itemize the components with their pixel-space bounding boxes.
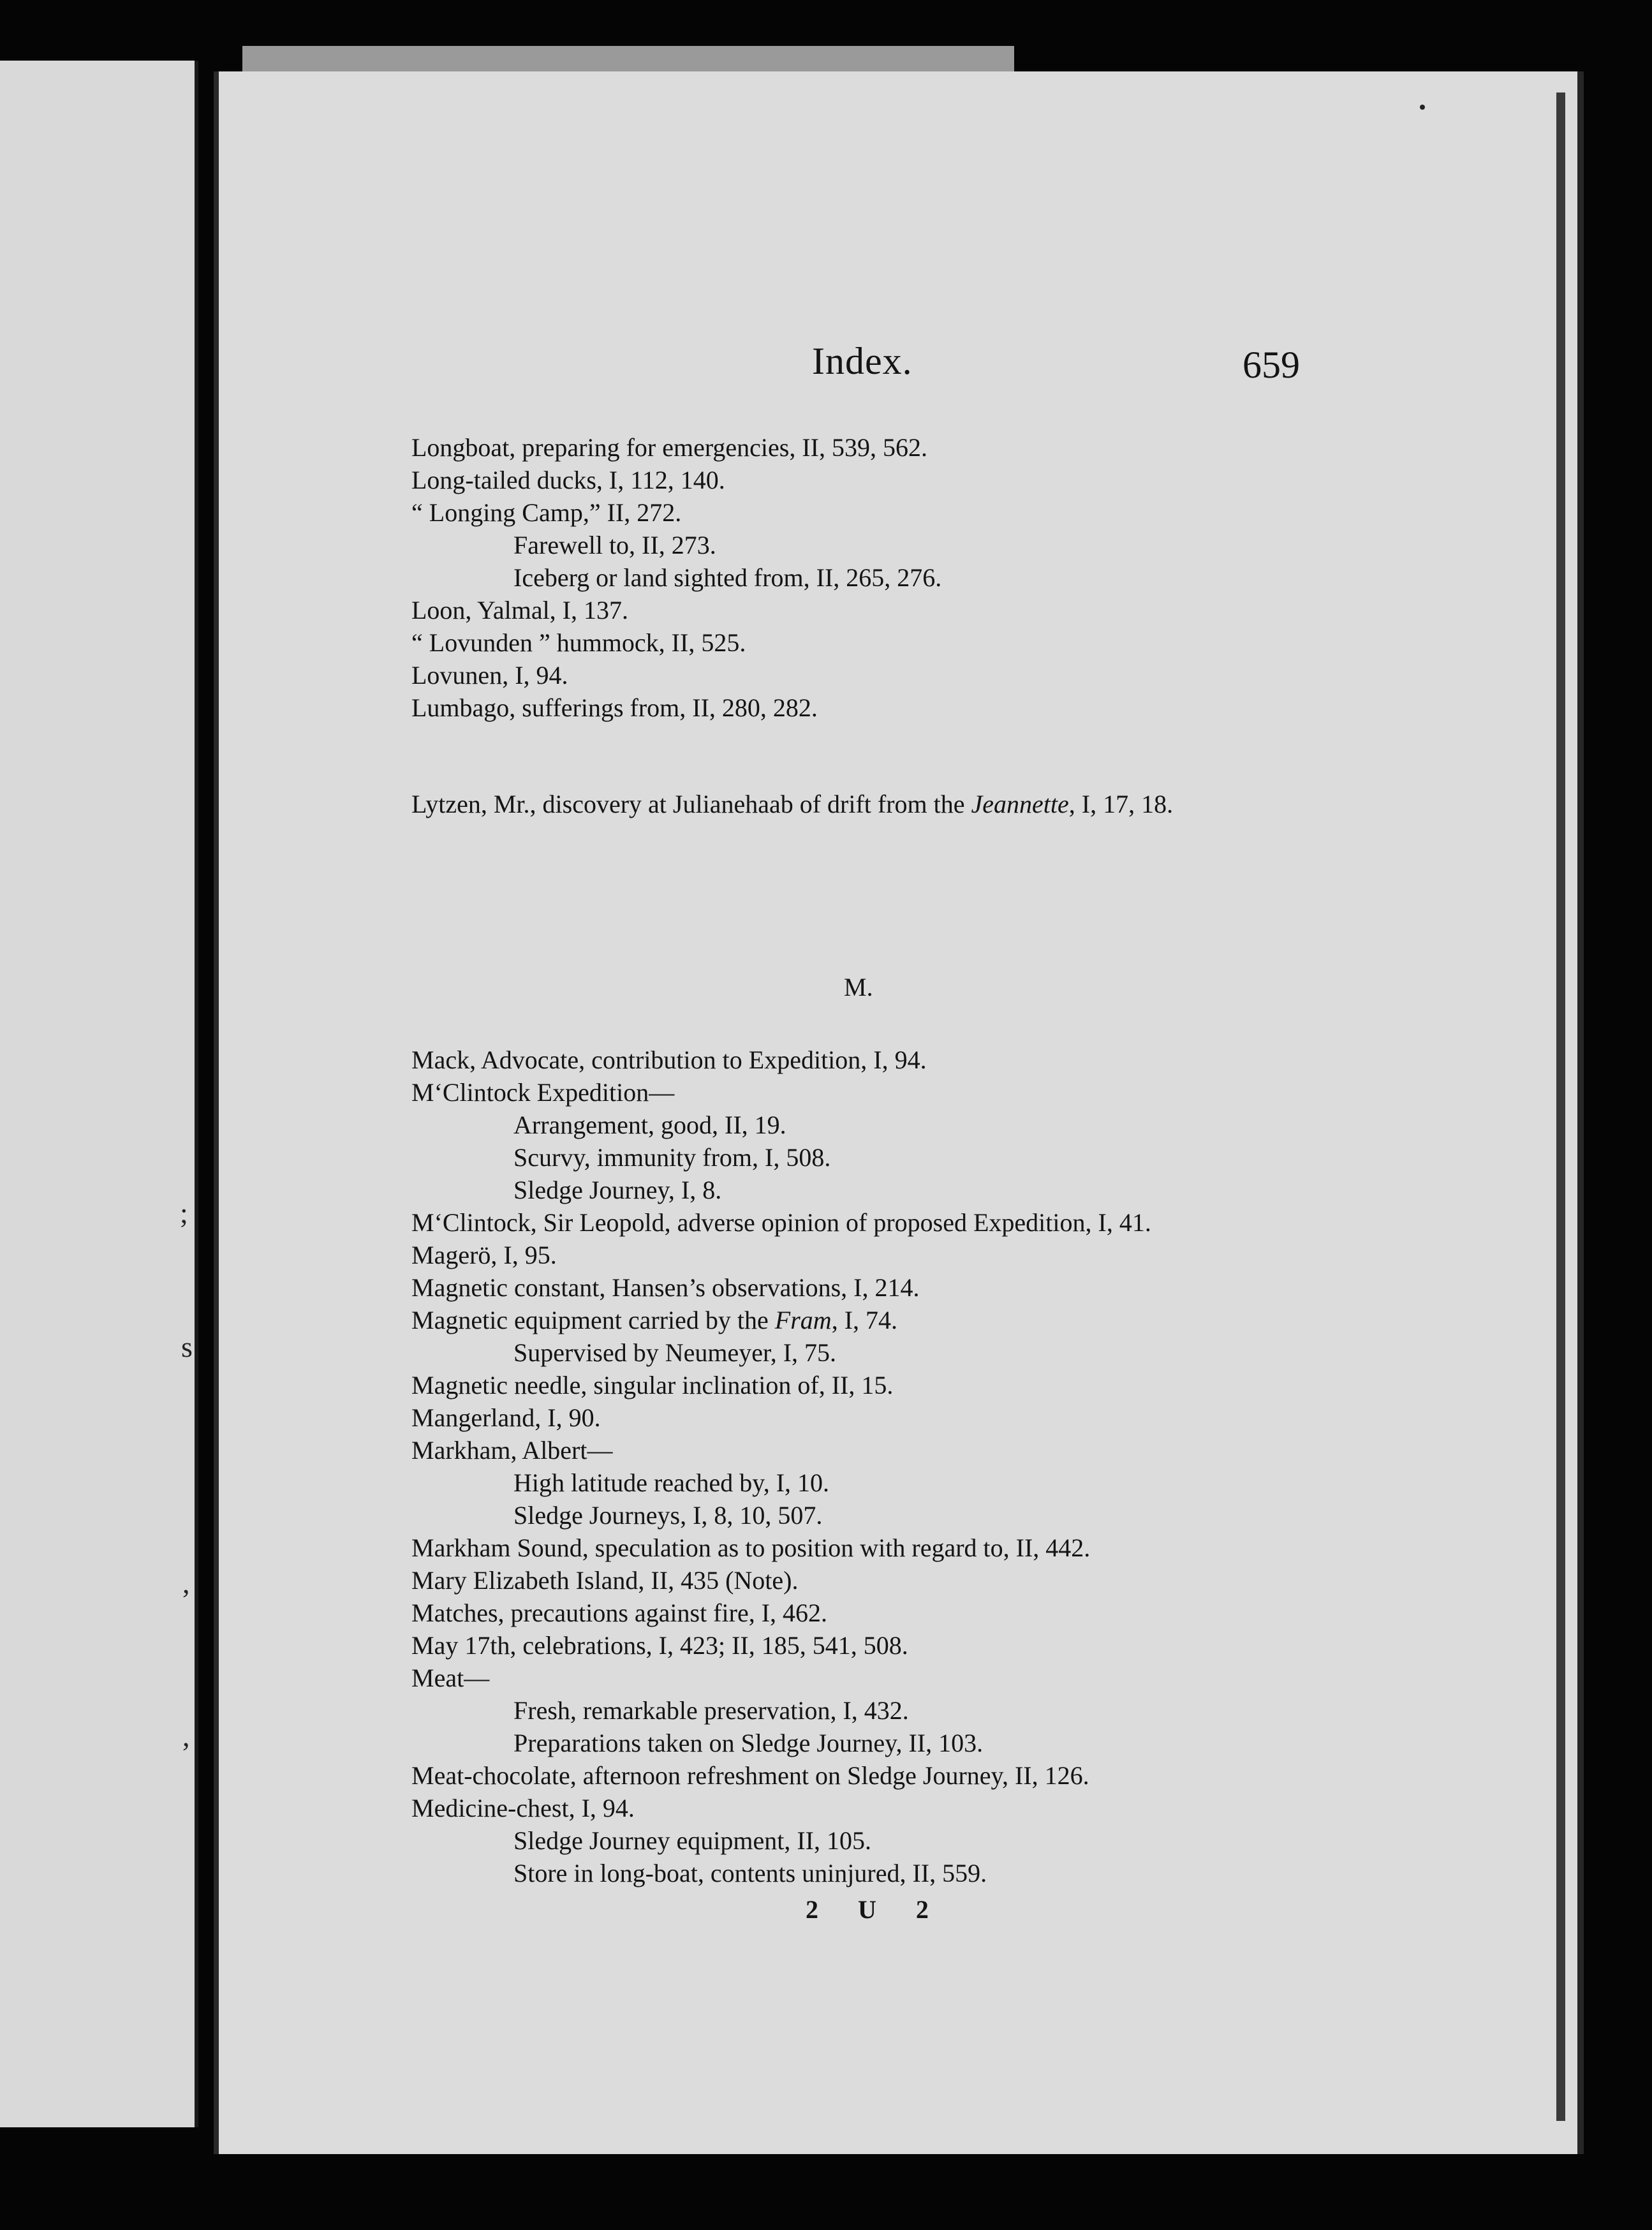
index-subentry: Farewell to, II, 273.: [513, 531, 716, 559]
index-subentry: High latitude reached by, I, 10.: [513, 1468, 830, 1497]
index-entry: Long-tailed ducks, I, 112, 140.: [411, 466, 725, 494]
index-entry: May 17th, celebrations, I, 423; II, 185, 541, 508.: [411, 1631, 908, 1660]
facing-page-mark: ;: [180, 1197, 188, 1229]
index-entry: Meat—: [411, 1664, 490, 1692]
index-entry: Loon, Yalmal, I, 137.: [411, 596, 628, 624]
index-entries-m: [411, 1044, 1560, 1304]
index-entry-fram: [411, 1304, 1560, 1336]
index-subentry: Iceberg or land sighted from, II, 265, 276.: [513, 563, 942, 592]
index-entry: Mary Elizabeth Island, II, 435 (Note).: [411, 1566, 799, 1595]
index-entry: Longboat, preparing for emergencies, II, 539, 562.: [411, 433, 928, 462]
index-entry: Magerö, I, 95.: [411, 1241, 557, 1269]
ship-name: Fram: [774, 1306, 832, 1334]
index-entry: Mangerland, I, 90.: [411, 1403, 601, 1432]
index-entry: Lytzen, Mr., discovery at Julianehaab of drift from the Jeannette, I, 17, 18.: [411, 790, 1174, 818]
index-entry: Lumbago, sufferings from, II, 280, 282.: [411, 693, 818, 722]
speck: [1420, 105, 1425, 110]
index-entry: M‘Clintock, Sir Leopold, adverse opinion of proposed Expedition, I, 41.: [411, 1208, 1151, 1237]
ship-name: Jeannette: [971, 790, 1069, 818]
index-subentry: Sledge Journey equipment, II, 105.: [513, 1826, 871, 1855]
index-entry-lytzen: [411, 788, 1560, 820]
index-subentry: Scurvy, immunity from, I, 508.: [513, 1143, 831, 1172]
index-entry: Lovunen, I, 94.: [411, 661, 568, 690]
index-entry: “ Lovunden ” hummock, II, 525.: [411, 628, 746, 657]
index-entry: Magnetic needle, singular inclination of, II, 15.: [411, 1371, 894, 1399]
index-entry: Magnetic equipment carried by the Fram, I, 74.: [411, 1306, 898, 1334]
index-subentry: Sledge Journey, I, 8.: [513, 1176, 722, 1204]
index-subentry: Store in long-boat, contents uninjured, II, 559.: [513, 1859, 987, 1887]
page-number: 659: [1243, 344, 1300, 386]
index-entry: Matches, precautions against fire, I, 462.: [411, 1599, 828, 1627]
previous-leaf-strip: [242, 46, 1014, 73]
index-entry: “ Longing Camp,” II, 272.: [411, 498, 682, 527]
index-subentry: Arrangement, good, II, 19.: [513, 1111, 786, 1139]
running-head: Index.: [812, 340, 913, 382]
index-subentry: Supervised by Neumeyer, I, 75.: [513, 1338, 837, 1367]
index-subentry: Preparations taken on Sledge Journey, II, 103.: [513, 1729, 984, 1757]
facing-page-mark: ,: [182, 1720, 190, 1752]
index-entry: M‘Clintock Expedition—: [411, 1078, 675, 1107]
book-page: [214, 71, 1584, 2154]
index-entry: Meat-chocolate, afternoon refreshment on Sledge Journey, II, 126.: [411, 1761, 1089, 1790]
index-entry: Medicine-chest, I, 94.: [411, 1794, 635, 1822]
index-entry: Markham, Albert—: [411, 1436, 613, 1465]
section-heading: M.: [844, 973, 873, 1001]
index-subentry: Sledge Journeys, I, 8, 10, 507.: [513, 1501, 823, 1530]
facing-page-edge: [0, 61, 198, 2127]
page-edge-shadow: [1556, 92, 1565, 2121]
facing-page-mark: s: [181, 1331, 193, 1363]
index-entry: Magnetic constant, Hansen’s observations, I, 214.: [411, 1273, 920, 1302]
index-subentry: Fresh, remarkable preservation, I, 432.: [513, 1696, 909, 1725]
index-entries-l: [411, 431, 1560, 724]
index-entry: Mack, Advocate, contribution to Expedition, I, 94.: [411, 1045, 927, 1074]
index-entry: Markham Sound, speculation as to position with regard to, II, 442.: [411, 1533, 1091, 1562]
facing-page-mark: ,: [182, 1567, 190, 1599]
index-entries-m-continued: [411, 1336, 1560, 1889]
signature-mark: 2 U 2: [806, 1895, 945, 1924]
